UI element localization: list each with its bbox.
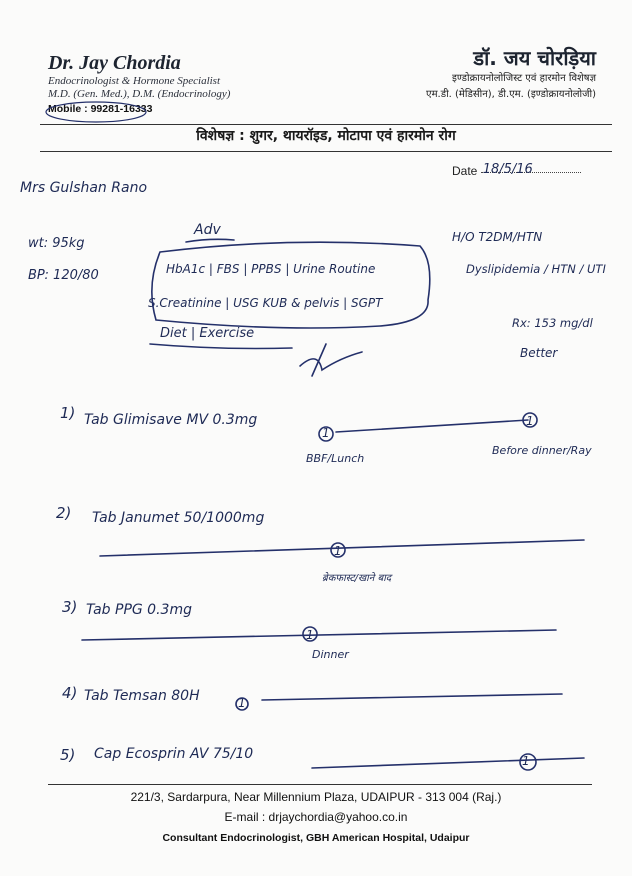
med-2-dose-line bbox=[100, 540, 584, 556]
med-3-num: 3) bbox=[62, 598, 78, 616]
footer-email: E-mail : drjaychordia@yahoo.co.in bbox=[224, 810, 408, 824]
doctor-specialty-hindi: इण्डोक्रायनोलोजिस्ट एवं हारमोन विशेषज्ञ bbox=[452, 73, 596, 84]
footer-address: 221/3, Sardarpura, Near Millennium Plaza, UDAIPUR - 313 004 (Raj.) bbox=[130, 790, 502, 804]
diet-underline bbox=[150, 344, 292, 349]
specialization-line: विशेषज्ञ : शुगर, थायरॉइड, मोटापा एवं हारमोन रोग bbox=[196, 128, 456, 144]
med-5-dose-line bbox=[312, 758, 584, 768]
med-2-num: 2) bbox=[56, 504, 72, 522]
vital-bp: BP: 120/80 bbox=[28, 268, 99, 283]
med-1-dose-circle bbox=[319, 427, 333, 441]
med-3-note: Dinner bbox=[312, 648, 349, 661]
doctor-name: Dr. Jay Chordia bbox=[48, 52, 181, 74]
med-1-note: BBF/Lunch bbox=[306, 452, 365, 465]
med-3-dose-circle bbox=[303, 627, 317, 641]
footer-divider bbox=[48, 784, 592, 785]
investigations-line-1: HbA1c | FBS | PPBS | Urine Routine bbox=[166, 262, 376, 276]
footer-consultant: Consultant Endocrinologist, GBH American Hospital, Udaipur bbox=[162, 832, 470, 844]
med-2-dose-mark: 1 bbox=[334, 544, 342, 558]
med-5-dose-circle bbox=[520, 754, 536, 770]
med-4-text: Tab Temsan 80H bbox=[84, 688, 200, 704]
history-line-1: H/O T2DM/HTN bbox=[452, 230, 543, 244]
patient-name: Mrs Gulshan Rano bbox=[20, 180, 148, 196]
med-5-dose-mark: 1 bbox=[522, 754, 530, 768]
med-4-num: 4) bbox=[62, 684, 78, 702]
date-value: 18/5/16 bbox=[482, 162, 533, 177]
advice-header: Adv bbox=[194, 222, 221, 238]
page-edge bbox=[632, 0, 640, 876]
med-1-dose-mark: 1 bbox=[322, 426, 330, 440]
doctor-mobile: Mobile : 99281-16333 bbox=[48, 103, 153, 115]
history-line-3: Rx: 153 mg/dl bbox=[512, 316, 593, 330]
med-5-num: 5) bbox=[60, 746, 76, 764]
investigations-line-2: S.Creatinine | USG KUB & pelvis | SGPT bbox=[148, 296, 383, 310]
doctor-degrees-hindi: एम.डी. (मेडिसीन), डी.एम. (इण्डोक्रायनोलोजी) bbox=[426, 89, 596, 100]
med-1-num: 1) bbox=[60, 404, 76, 422]
med-1-end-note: Before dinner/Ray bbox=[492, 444, 592, 457]
date-label: Date bbox=[452, 164, 478, 178]
med-4-dose-line bbox=[262, 694, 562, 700]
med-1-dose-line bbox=[336, 420, 528, 432]
med-3-text: Tab PPG 0.3mg bbox=[86, 602, 192, 618]
doctor-degrees: M.D. (Gen. Med.), D.M. (Endocrinology) bbox=[48, 88, 231, 100]
med-1-end-mark: 1 bbox=[526, 414, 534, 428]
vital-weight: wt: 95kg bbox=[28, 236, 85, 251]
doctor-name-hindi: डॉ. जय चोरड़िया bbox=[473, 46, 596, 70]
history-line-2: Dyslipidemia / HTN / UTI bbox=[466, 262, 606, 276]
med-2-note: ब्रेकफास्ट/खाने बाद bbox=[322, 573, 392, 584]
signature-mark bbox=[300, 344, 362, 376]
med-2-dose-circle bbox=[331, 543, 345, 557]
med-4-dose-circle bbox=[236, 698, 248, 710]
investigations-line-3: Diet | Exercise bbox=[160, 326, 255, 341]
med-2-text: Tab Janumet 50/1000mg bbox=[92, 510, 265, 526]
med-3-dose-mark: 1 bbox=[306, 628, 314, 642]
med-3-dose-line bbox=[82, 630, 556, 640]
history-line-4: Better bbox=[520, 346, 558, 360]
investigations-box bbox=[152, 242, 430, 328]
advice-underline bbox=[186, 239, 234, 242]
med-1-text: Tab Glimisave MV 0.3mg bbox=[84, 412, 258, 428]
mobile-circle-mark bbox=[46, 102, 146, 122]
doctor-specialty: Endocrinologist & Hormone Specialist bbox=[48, 75, 221, 87]
med-5-text: Cap Ecosprin AV 75/10 bbox=[94, 746, 254, 762]
med-4-dose-mark: 1 bbox=[238, 696, 246, 710]
